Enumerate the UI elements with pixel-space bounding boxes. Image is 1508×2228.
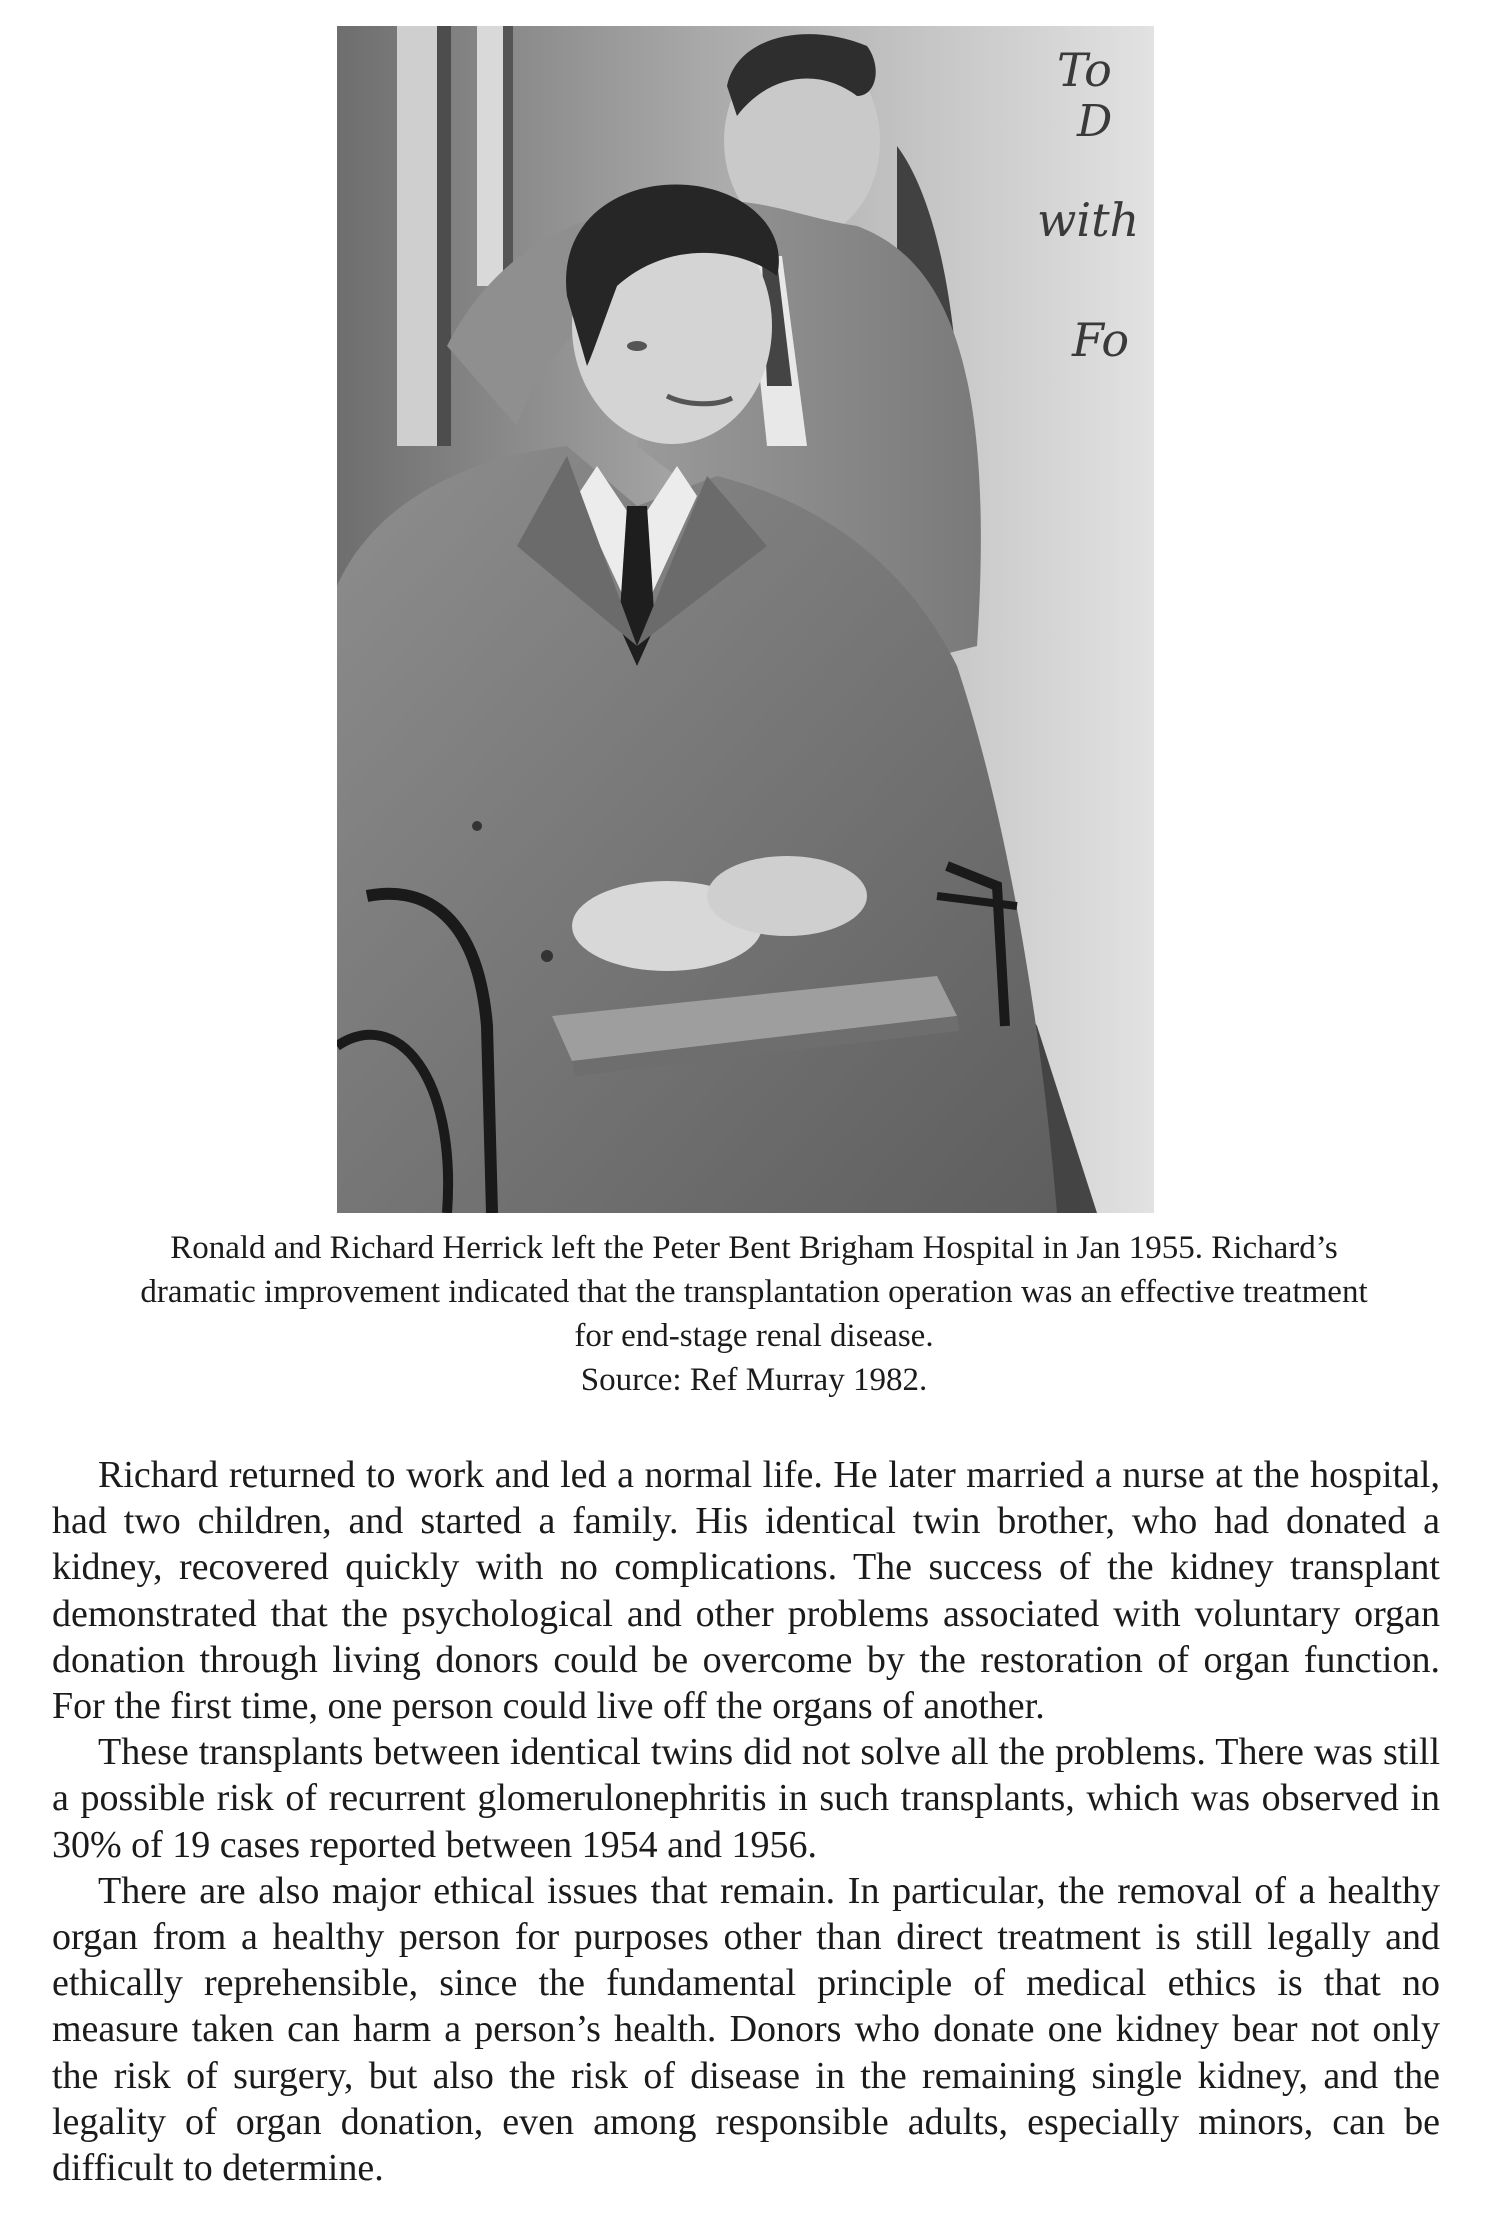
caption-source: Source: Ref Murray 1982. [580,1362,928,1398]
paragraph: There are also major ethical issues that remain. In particular, the removal of a healthy organ from a healthy person for purposes other than direct treatment is still legally and ethically reprehensible, since the fundamental principle of medical ethics is that no measure taken can harm a person’s health. Donors who donate one kidney bear not only the risk of surgery, but also the risk of disease in the remaining single kidney, and the legality of organ donation, even among responsible adults, especially minors, can be difficult to determine. [52,1869,1440,2190]
caption-line: for end-stage renal disease. [574,1318,934,1354]
paragraph: These transplants between identical twins did not solve all the problems. There was still a possible risk of recurrent glomerulonephritis in such transplants, which was observed in 30% of 19 cases reported between 1954 and 1956. [52,1731,1440,1866]
handwriting-mark: To [1057,43,1112,97]
handwriting-mark: Fo [1072,313,1130,367]
twins-photo-illustration [337,26,1154,1213]
caption-line: dramatic improvement indicated that the transplantation operation was an effective treatment [140,1274,1368,1310]
figure-caption [40,1226,1468,1402]
caption-line: Ronald and Richard Herrick left the Peter Bent Brigham Hospital in Jan 1955. Richard’s [170,1230,1338,1266]
paragraph: Richard returned to work and led a normal life. He later married a nurse at the hospital, had two children, and started a family. His identical twin brother, who had donated a kidney, recovered quickly with no complications. The success of the kidney transplant demonstrated that the psychological and other problems associated with voluntary organ donation through living donors could be overcome by the restoration of organ function. For the first time, one person could live off the organs of another. [52,1454,1440,1728]
historical-photograph [337,26,1154,1213]
body-text [52,1452,1440,2191]
handwriting-mark: with [1037,193,1140,247]
handwriting-mark: D [1077,96,1113,147]
